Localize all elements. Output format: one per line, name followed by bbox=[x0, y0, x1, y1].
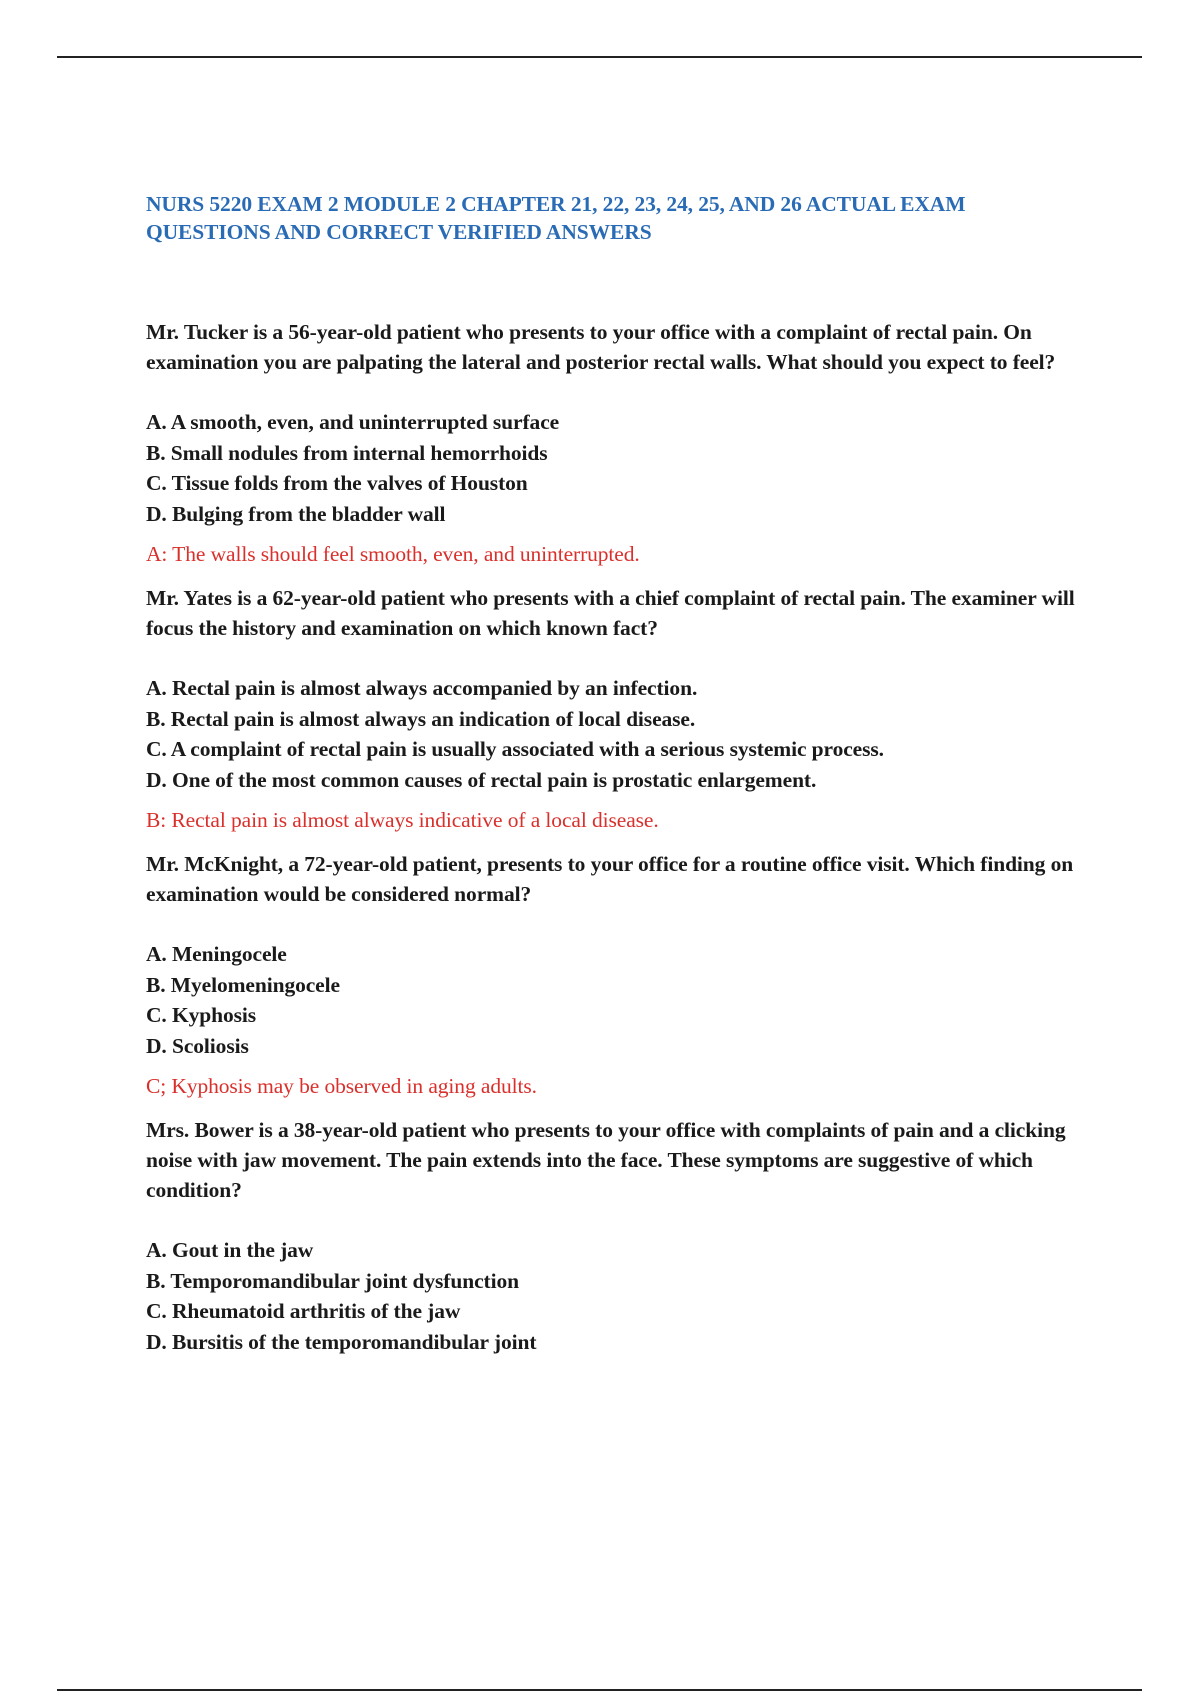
option-b: B. Rectal pain is almost always an indication of local disease. bbox=[146, 706, 696, 731]
question-text: Mr. Tucker is a 56-year-old patient who presents to your office with a complaint of rectal pain. On examination you are palpating the lateral and posterior rectal walls. What should you expect to feel? bbox=[146, 320, 1056, 374]
option-c: C. Rheumatoid arthritis of the jaw bbox=[146, 1299, 461, 1323]
option-d: D. Scoliosis bbox=[146, 1033, 249, 1058]
answer-text: C; Kyphosis may be observed in aging adults. bbox=[146, 1074, 537, 1098]
answer-text: A: The walls should feel smooth, even, and uninterrupted. bbox=[146, 542, 640, 566]
footer-rule bbox=[57, 1689, 1142, 1691]
option-d: D. Bursitis of the temporomandibular joint bbox=[146, 1329, 537, 1354]
option-list bbox=[146, 673, 1094, 795]
option-b: B. Myelomeningocele bbox=[146, 972, 340, 997]
option-c: C. A complaint of rectal pain is usually associated with a serious systemic process. bbox=[146, 737, 884, 761]
option-list bbox=[146, 1235, 1094, 1357]
option-a: A. Meningocele bbox=[146, 942, 287, 966]
question-block bbox=[146, 583, 1094, 849]
option-list bbox=[146, 939, 1094, 1061]
document-title: NURS 5220 EXAM 2 MODULE 2 CHAPTER 21, 22, 23, 24, 25, AND 26 ACTUAL EXAM QUESTIONS AND CORRECT VERIFIED ANSWERS bbox=[146, 192, 966, 244]
question-text: Mr. McKnight, a 72-year-old patient, presents to your office for a routine office visit. Which finding on examination would be considered normal? bbox=[146, 852, 1074, 906]
option-a: A. A smooth, even, and uninterrupted surface bbox=[146, 410, 560, 434]
option-list bbox=[146, 407, 1094, 529]
question-block bbox=[146, 849, 1094, 1115]
question-block bbox=[146, 317, 1094, 583]
question-text: Mr. Yates is a 62-year-old patient who presents with a chief complaint of rectal pain. The examiner will focus the history and examination on which known fact? bbox=[146, 586, 1075, 640]
document-body bbox=[146, 190, 1094, 1357]
option-a: A. Gout in the jaw bbox=[146, 1238, 314, 1262]
option-a: A. Rectal pain is almost always accompanied by an infection. bbox=[146, 676, 698, 700]
option-c: C. Kyphosis bbox=[146, 1003, 257, 1027]
option-b: B. Small nodules from internal hemorrhoids bbox=[146, 440, 548, 465]
option-d: D. Bulging from the bladder wall bbox=[146, 501, 446, 526]
answer-text: B: Rectal pain is almost always indicative of a local disease. bbox=[146, 808, 659, 832]
option-c: C. Tissue folds from the valves of Houston bbox=[146, 471, 528, 495]
question-text: Mrs. Bower is a 38-year-old patient who presents to your office with complaints of pain and a clicking noise with jaw movement. The pain extends into the face. These symptoms are suggestive of which condition? bbox=[146, 1118, 1066, 1202]
question-block bbox=[146, 1115, 1094, 1357]
option-b: B. Temporomandibular joint dysfunction bbox=[146, 1268, 519, 1293]
header-rule bbox=[57, 56, 1142, 58]
option-d: D. One of the most common causes of rectal pain is prostatic enlargement. bbox=[146, 767, 817, 792]
